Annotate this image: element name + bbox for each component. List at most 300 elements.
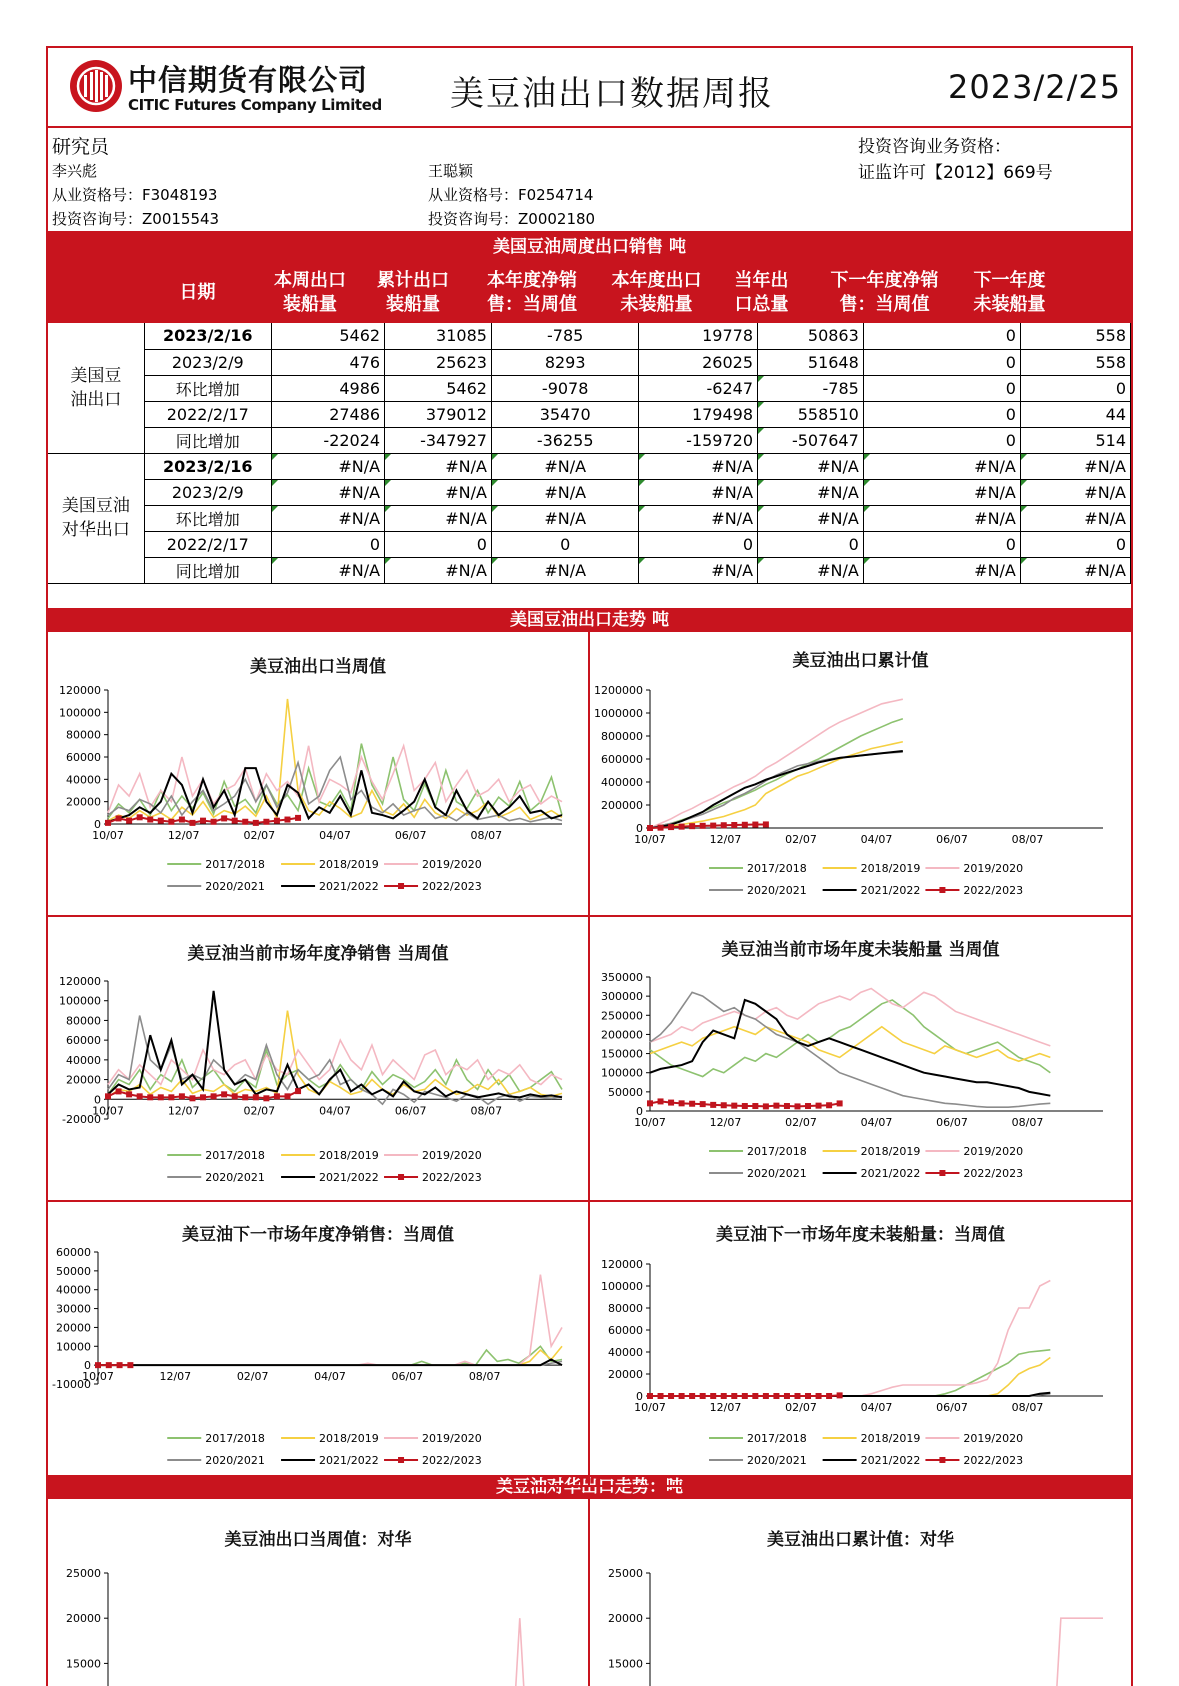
y-tick-label: 120000 bbox=[59, 975, 101, 988]
legend-label: 2019/2020 bbox=[422, 1432, 482, 1445]
x-tick-label: 08/07 bbox=[1011, 1116, 1044, 1129]
chart-svg bbox=[590, 1202, 1131, 1487]
table-cell: #N/A bbox=[271, 505, 384, 531]
series-marker bbox=[232, 818, 238, 824]
y-tick-label: 40000 bbox=[66, 773, 101, 787]
series-marker bbox=[106, 1362, 112, 1368]
chart-panel-1 bbox=[590, 632, 1131, 917]
series-marker bbox=[105, 1093, 111, 1099]
chart-svg bbox=[48, 1202, 590, 1487]
table-cell: 0 bbox=[863, 531, 1020, 557]
table-cell: #N/A bbox=[385, 479, 492, 505]
series-marker bbox=[784, 1103, 790, 1109]
analyst-heading: 研究员 bbox=[52, 136, 110, 158]
y-tick-label: 0 bbox=[94, 818, 101, 831]
row-date: 同比增加 bbox=[144, 557, 271, 583]
series-marker bbox=[763, 1393, 769, 1399]
table-cell: 0 bbox=[863, 401, 1020, 427]
series-marker bbox=[710, 1102, 716, 1108]
legend-label: 2020/2021 bbox=[747, 1167, 807, 1180]
series-marker bbox=[731, 822, 737, 828]
series-marker bbox=[168, 819, 174, 825]
table-cell: #N/A bbox=[271, 453, 384, 479]
series-line-2017-2018 bbox=[650, 1350, 1050, 1396]
x-tick-label: 10/07 bbox=[634, 1116, 666, 1129]
table-cell: -785 bbox=[758, 375, 864, 401]
series-marker bbox=[794, 1393, 800, 1399]
series-marker bbox=[274, 818, 280, 824]
y-tick-label: 0 bbox=[84, 1359, 91, 1373]
y-tick-label: 40000 bbox=[56, 1283, 91, 1297]
y-tick-label: 25000 bbox=[608, 1567, 643, 1580]
series-marker bbox=[200, 1094, 206, 1100]
series-marker bbox=[837, 1100, 843, 1106]
chart-panel-0 bbox=[48, 632, 590, 917]
table-cell: 19778 bbox=[639, 323, 758, 349]
series-line-2017-2018 bbox=[650, 719, 903, 828]
analyst-2-name: 王聪颖 bbox=[428, 162, 474, 180]
x-tick-label: 04/07 bbox=[319, 829, 351, 842]
table-column-header bbox=[48, 263, 1131, 323]
table-cell: #N/A bbox=[1020, 505, 1130, 531]
series-marker bbox=[95, 1362, 101, 1368]
series-line-2021-2022 bbox=[108, 991, 562, 1097]
y-tick-label: 0 bbox=[94, 1093, 101, 1107]
series-marker bbox=[679, 1100, 685, 1106]
table-cell: 558 bbox=[1020, 349, 1130, 375]
series-marker bbox=[805, 1393, 811, 1399]
legend-label: 2022/2023 bbox=[963, 1167, 1024, 1180]
series-marker bbox=[211, 819, 217, 825]
chart-svg bbox=[590, 632, 1131, 917]
series-marker bbox=[189, 820, 195, 826]
x-tick-label: 02/07 bbox=[785, 833, 817, 846]
table-cell: #N/A bbox=[271, 557, 384, 583]
table-cell: #N/A bbox=[863, 479, 1020, 505]
series-marker bbox=[200, 818, 206, 824]
series-marker bbox=[826, 1102, 832, 1108]
column-header-5: 当年出 口总量 bbox=[734, 270, 789, 315]
table-cell: #N/A bbox=[271, 479, 384, 505]
table-row bbox=[48, 427, 1131, 453]
legend-label: 2022/2023 bbox=[422, 1454, 482, 1467]
series-marker bbox=[689, 1101, 695, 1107]
x-tick-label: 04/07 bbox=[860, 1401, 893, 1414]
series-marker bbox=[742, 1393, 748, 1399]
series-line-2017-2018 bbox=[650, 1000, 1050, 1077]
series-line-2019-2020 bbox=[650, 1618, 1103, 1686]
table-cell: 0 bbox=[639, 531, 758, 557]
legend-label: 2021/2022 bbox=[319, 1171, 379, 1184]
y-tick-label: 0 bbox=[636, 822, 643, 835]
y-tick-label: 400000 bbox=[601, 776, 643, 789]
series-marker bbox=[773, 1103, 779, 1109]
table-cell: #N/A bbox=[758, 557, 864, 583]
legend-label: 2020/2021 bbox=[205, 1171, 265, 1184]
x-tick-label: 12/07 bbox=[167, 1104, 200, 1118]
chart-title: 美豆油出口当周值 bbox=[250, 657, 386, 677]
column-header-4: 本年度出口 未装船量 bbox=[611, 270, 702, 315]
series-marker bbox=[295, 815, 301, 821]
x-tick-label: 06/07 bbox=[936, 833, 968, 846]
x-tick-label: 02/07 bbox=[243, 829, 276, 842]
legend-label: 2018/2019 bbox=[319, 1149, 379, 1162]
y-tick-label: 80000 bbox=[66, 1014, 101, 1028]
report-page bbox=[46, 46, 1133, 1686]
series-marker bbox=[721, 1393, 727, 1399]
y-tick-label: 300000 bbox=[601, 990, 643, 1004]
table-cell: 558 bbox=[1020, 323, 1130, 349]
qualification-value: 证监许可【2012】669号 bbox=[858, 163, 1053, 183]
y-tick-label: 40000 bbox=[66, 1053, 101, 1067]
table-row bbox=[48, 557, 1131, 583]
y-tick-label: 600000 bbox=[601, 753, 643, 766]
series-marker bbox=[263, 1095, 269, 1101]
y-tick-label: 80000 bbox=[608, 1302, 643, 1315]
y-tick-label: 15000 bbox=[66, 1657, 101, 1671]
analyst-2-license: 从业资格号：F0254714 bbox=[428, 186, 594, 204]
table-cell: #N/A bbox=[758, 479, 864, 505]
series-marker bbox=[700, 823, 706, 829]
china-section-title: 美豆油对华出口走势：吨 bbox=[48, 1475, 1131, 1499]
legend-label: 2022/2023 bbox=[422, 1171, 482, 1184]
legend-label: 2021/2022 bbox=[319, 880, 379, 893]
column-header-0: 日期 bbox=[179, 282, 216, 303]
series-marker bbox=[211, 1093, 217, 1099]
y-tick-label: 100000 bbox=[59, 706, 101, 720]
y-tick-label: 0 bbox=[636, 1105, 643, 1118]
x-tick-label: 06/07 bbox=[394, 1104, 427, 1118]
series-marker bbox=[805, 1103, 811, 1109]
table-cell: #N/A bbox=[863, 557, 1020, 583]
legend-label: 2021/2022 bbox=[319, 1454, 379, 1467]
table-cell: -36255 bbox=[491, 427, 638, 453]
y-tick-label: -10000 bbox=[52, 1378, 91, 1391]
legend-label: 2017/2018 bbox=[205, 1149, 265, 1162]
row-date: 同比增加 bbox=[144, 427, 271, 453]
x-tick-label: 10/07 bbox=[92, 829, 124, 842]
y-tick-label: 100000 bbox=[601, 1280, 643, 1293]
table-cell: 179498 bbox=[639, 401, 758, 427]
x-tick-label: 10/07 bbox=[634, 833, 666, 846]
table-cell: #N/A bbox=[639, 505, 758, 531]
table-cell: #N/A bbox=[1020, 453, 1130, 479]
table-cell: 558510 bbox=[758, 401, 864, 427]
x-tick-label: 06/07 bbox=[391, 1370, 424, 1384]
x-tick-label: 02/07 bbox=[785, 1401, 817, 1414]
table-cell: 0 bbox=[1020, 531, 1130, 557]
column-header-7: 下一年度 未装船量 bbox=[973, 270, 1046, 315]
chart-title: 美豆油当前市场年度净销售 当周值 bbox=[187, 944, 449, 964]
y-tick-label: 60000 bbox=[66, 1034, 101, 1048]
table-cell: 50863 bbox=[758, 323, 864, 349]
x-tick-label: 12/07 bbox=[709, 833, 742, 846]
row-date: 环比增加 bbox=[144, 375, 271, 401]
series-marker bbox=[137, 814, 143, 820]
x-tick-label: 12/07 bbox=[159, 1370, 192, 1384]
chart-title: 美豆油出口当周值：对华 bbox=[224, 1530, 412, 1550]
series-marker bbox=[752, 1103, 758, 1109]
series-marker bbox=[752, 822, 758, 828]
legend-label: 2019/2020 bbox=[422, 858, 482, 871]
series-line-2017-2018 bbox=[98, 1346, 562, 1365]
series-marker bbox=[763, 821, 769, 827]
y-tick-label: 60000 bbox=[56, 1246, 91, 1259]
x-tick-label: 06/07 bbox=[394, 829, 427, 842]
series-marker bbox=[752, 1393, 758, 1399]
chart-title: 美豆油出口累计值：对华 bbox=[767, 1530, 954, 1550]
series-marker bbox=[668, 1100, 674, 1106]
series-marker bbox=[837, 1392, 843, 1398]
row-date: 2023/2/9 bbox=[144, 349, 271, 375]
legend-label: 2017/2018 bbox=[205, 858, 265, 871]
series-marker bbox=[253, 820, 259, 826]
y-tick-label: 40000 bbox=[608, 1346, 643, 1359]
series-marker bbox=[221, 815, 227, 821]
series-marker bbox=[689, 1393, 695, 1399]
table-cell: -347927 bbox=[385, 427, 492, 453]
table-cell: -22024 bbox=[271, 427, 384, 453]
analyst-1-consult: 投资咨询号：Z0015543 bbox=[52, 210, 220, 228]
series-marker bbox=[710, 1393, 716, 1399]
x-tick-label: 10/07 bbox=[634, 1401, 666, 1414]
column-header-1: 本周出口 装船量 bbox=[274, 270, 346, 315]
series-line-2021-2022 bbox=[98, 1359, 562, 1365]
table-cell: -159720 bbox=[639, 427, 758, 453]
y-tick-label: 200000 bbox=[601, 1028, 643, 1042]
y-tick-label: 50000 bbox=[608, 1085, 643, 1099]
table-cell: 5462 bbox=[271, 323, 384, 349]
y-tick-label: 1000000 bbox=[594, 707, 643, 720]
series-line-2020-2021 bbox=[108, 757, 562, 822]
series-marker bbox=[689, 823, 695, 829]
table-cell: -785 bbox=[491, 323, 638, 349]
series-marker bbox=[263, 819, 269, 825]
legend-label: 2018/2019 bbox=[860, 1145, 921, 1158]
series-marker bbox=[295, 1088, 301, 1094]
series-marker bbox=[116, 815, 122, 821]
trend-section-title: 美国豆油出口走势 吨 bbox=[48, 608, 1131, 632]
table-cell: 0 bbox=[271, 531, 384, 557]
y-tick-label: 20000 bbox=[608, 1612, 643, 1626]
x-tick-label: 04/07 bbox=[860, 1116, 893, 1129]
series-marker bbox=[221, 1091, 227, 1097]
y-tick-label: 350000 bbox=[601, 971, 643, 984]
table-cell: #N/A bbox=[385, 505, 492, 531]
chart-svg bbox=[590, 917, 1131, 1202]
row-date: 2023/2/16 bbox=[144, 453, 271, 479]
legend-label: 2019/2020 bbox=[963, 862, 1024, 875]
x-tick-label: 08/07 bbox=[468, 1370, 501, 1384]
chart-panel-5 bbox=[590, 1202, 1131, 1487]
x-tick-label: 10/07 bbox=[92, 1104, 124, 1118]
series-marker bbox=[147, 817, 153, 823]
table-row bbox=[48, 349, 1131, 375]
series-marker bbox=[721, 822, 727, 828]
legend-label: 2018/2019 bbox=[319, 858, 379, 871]
legend-label: 2021/2022 bbox=[860, 1454, 921, 1467]
table-cell: 25623 bbox=[385, 349, 492, 375]
legend-label: 2019/2020 bbox=[422, 1149, 482, 1162]
y-tick-label: 1200000 bbox=[594, 684, 643, 697]
y-tick-label: 30000 bbox=[56, 1302, 91, 1316]
table-cell: 0 bbox=[491, 531, 638, 557]
chart-svg bbox=[48, 917, 590, 1202]
table-cell: #N/A bbox=[1020, 557, 1130, 583]
x-tick-label: 08/07 bbox=[470, 829, 503, 842]
series-marker bbox=[158, 1094, 164, 1100]
x-tick-label: 04/07 bbox=[319, 1104, 351, 1118]
legend-label: 2018/2019 bbox=[860, 862, 921, 875]
report-date: 2023/2/25 bbox=[948, 68, 1122, 106]
table-cell: 0 bbox=[758, 531, 864, 557]
series-marker bbox=[242, 819, 248, 825]
legend-label: 2017/2018 bbox=[747, 862, 807, 875]
chart-title: 美豆油下一市场年度净销售：当周值 bbox=[182, 1225, 454, 1245]
legend-label: 2021/2022 bbox=[860, 884, 921, 897]
chart-title: 美豆油出口累计值 bbox=[792, 651, 929, 671]
row-date: 2022/2/17 bbox=[144, 401, 271, 427]
y-tick-label: 20000 bbox=[608, 1368, 643, 1381]
series-marker bbox=[232, 1093, 238, 1099]
series-marker bbox=[179, 1093, 185, 1099]
table-row bbox=[48, 323, 1131, 349]
table-cell: 27486 bbox=[271, 401, 384, 427]
legend-label: 2020/2021 bbox=[205, 1454, 265, 1467]
y-tick-label: 10000 bbox=[56, 1340, 91, 1354]
series-marker bbox=[784, 1393, 790, 1399]
x-tick-label: 06/07 bbox=[936, 1401, 968, 1414]
chart-panel-7 bbox=[590, 1499, 1131, 1686]
table-row bbox=[48, 479, 1131, 505]
table-cell: #N/A bbox=[1020, 479, 1130, 505]
y-tick-label: 20000 bbox=[56, 1321, 91, 1335]
y-tick-label: 0 bbox=[636, 1390, 643, 1403]
column-header-2: 累计出口 装船量 bbox=[377, 270, 449, 315]
report-title: 美豆油出口数据周报 bbox=[450, 74, 774, 114]
group-label: 美国豆 油出口 bbox=[48, 323, 144, 453]
series-marker bbox=[117, 1362, 123, 1368]
series-marker bbox=[679, 1393, 685, 1399]
series-marker bbox=[763, 1103, 769, 1109]
table-cell: 31085 bbox=[385, 323, 492, 349]
table-cell: 0 bbox=[385, 531, 492, 557]
legend-label: 2022/2023 bbox=[963, 1454, 1024, 1467]
legend-label: 2022/2023 bbox=[422, 880, 482, 893]
table-row bbox=[48, 401, 1131, 427]
analyst-2-consult: 投资咨询号：Z0002180 bbox=[428, 210, 596, 228]
legend-label: 2020/2021 bbox=[205, 880, 265, 893]
table-cell: 0 bbox=[1020, 375, 1130, 401]
series-marker bbox=[274, 1093, 280, 1099]
table-cell: 379012 bbox=[385, 401, 492, 427]
x-tick-label: 12/07 bbox=[709, 1401, 742, 1414]
series-line-2020-2021 bbox=[650, 752, 903, 828]
chart-svg bbox=[590, 1499, 1131, 1686]
table-cell: 4986 bbox=[271, 375, 384, 401]
report-header bbox=[48, 48, 1131, 128]
x-tick-label: 12/07 bbox=[709, 1116, 742, 1129]
x-tick-label: 02/07 bbox=[243, 1104, 276, 1118]
y-tick-label: 100000 bbox=[601, 1066, 643, 1080]
company-name-en: CITIC Futures Company Limited bbox=[128, 96, 382, 114]
legend-label: 2022/2023 bbox=[963, 884, 1024, 897]
legend-label: 2021/2022 bbox=[860, 1167, 921, 1180]
table-cell: #N/A bbox=[491, 479, 638, 505]
table-cell: -9078 bbox=[491, 375, 638, 401]
x-tick-label: 08/07 bbox=[470, 1104, 503, 1118]
row-date: 2023/2/9 bbox=[144, 479, 271, 505]
y-tick-label: 60000 bbox=[66, 751, 101, 764]
legend-label: 2018/2019 bbox=[319, 1432, 379, 1445]
series-marker bbox=[710, 823, 716, 829]
series-marker bbox=[168, 1094, 174, 1100]
chart-title: 美豆油当前市场年度未装船量 当周值 bbox=[721, 940, 1000, 960]
y-tick-label: 25000 bbox=[66, 1567, 101, 1580]
table-cell: 0 bbox=[863, 427, 1020, 453]
y-tick-label: 20000 bbox=[66, 795, 101, 809]
x-tick-label: 06/07 bbox=[936, 1116, 968, 1129]
series-marker bbox=[773, 1393, 779, 1399]
table-cell: #N/A bbox=[491, 557, 638, 583]
series-line-2019-2020 bbox=[108, 1618, 562, 1686]
y-tick-label: 60000 bbox=[608, 1324, 643, 1337]
legend-label: 2017/2018 bbox=[205, 1432, 265, 1445]
series-marker bbox=[647, 1393, 653, 1399]
series-marker bbox=[126, 1091, 132, 1097]
series-marker bbox=[242, 1094, 248, 1100]
series-marker bbox=[658, 1393, 664, 1399]
x-tick-label: 02/07 bbox=[785, 1116, 817, 1129]
y-tick-label: 800000 bbox=[601, 730, 643, 743]
series-marker bbox=[126, 818, 132, 824]
series-marker bbox=[179, 817, 185, 823]
chart-svg bbox=[48, 632, 590, 917]
group-label: 美国豆油 对华出口 bbox=[48, 453, 144, 583]
table-cell: 514 bbox=[1020, 427, 1130, 453]
chart-svg bbox=[48, 1499, 590, 1686]
analyst-1-name: 李兴彪 bbox=[52, 162, 98, 180]
y-tick-label: 150000 bbox=[601, 1047, 643, 1061]
table-cell: #N/A bbox=[491, 505, 638, 531]
table-cell: 35470 bbox=[491, 401, 638, 427]
row-date: 2023/2/16 bbox=[144, 323, 271, 349]
table-cell: #N/A bbox=[639, 557, 758, 583]
table-title: 美国豆油周度出口销售 吨 bbox=[48, 231, 1131, 263]
y-tick-label: 200000 bbox=[601, 799, 643, 812]
table-cell: #N/A bbox=[385, 453, 492, 479]
qualification-heading: 投资咨询业务资格： bbox=[858, 137, 1011, 157]
table-cell: 0 bbox=[863, 323, 1020, 349]
y-tick-label: -20000 bbox=[62, 1113, 101, 1126]
company-name-cn: 中信期货有限公司 bbox=[128, 63, 369, 97]
series-marker bbox=[826, 1393, 832, 1399]
legend-label: 2017/2018 bbox=[747, 1432, 807, 1445]
y-tick-label: 15000 bbox=[608, 1657, 643, 1671]
table-cell: 26025 bbox=[639, 349, 758, 375]
analyst-1-license: 从业资格号：F3048193 bbox=[52, 186, 218, 204]
series-marker bbox=[721, 1102, 727, 1108]
table-cell: #N/A bbox=[863, 505, 1020, 531]
row-date: 环比增加 bbox=[144, 505, 271, 531]
y-tick-label: 120000 bbox=[59, 684, 101, 697]
y-tick-label: 50000 bbox=[56, 1264, 91, 1278]
series-marker bbox=[668, 824, 674, 830]
series-line-2018-2019 bbox=[650, 1358, 1050, 1397]
series-marker bbox=[658, 825, 664, 831]
table-cell: 476 bbox=[271, 349, 384, 375]
table-cell: #N/A bbox=[639, 453, 758, 479]
